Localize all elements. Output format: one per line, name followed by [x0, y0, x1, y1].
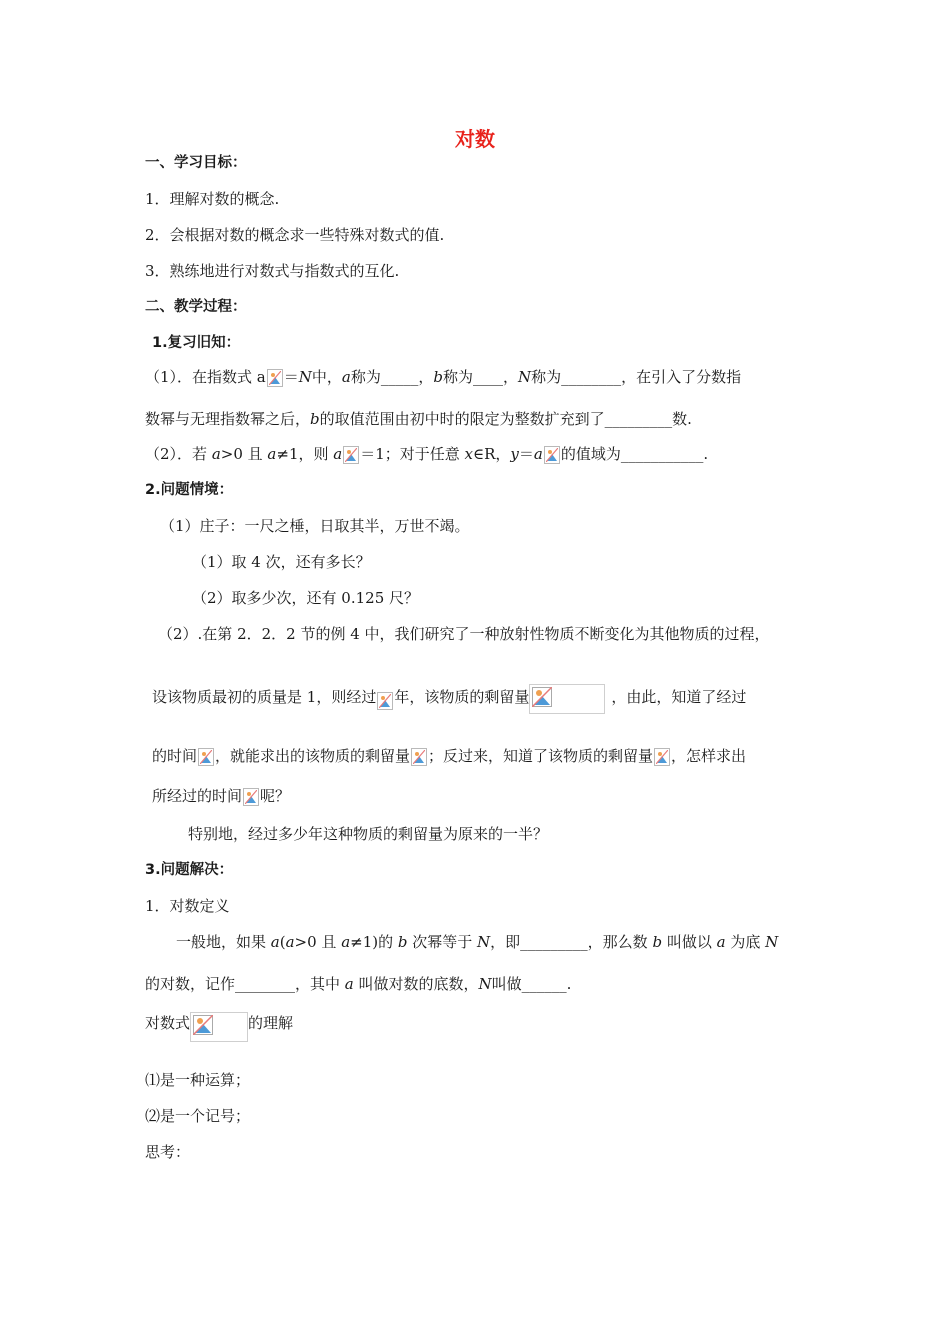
- goal-item-2: 2．会根据对数的概念求一些特殊对数式的值.: [145, 226, 445, 244]
- broken-image-icon: [654, 748, 670, 766]
- understanding-item-2: ⑵是一个记号；: [145, 1107, 251, 1125]
- definition-title: 1．对数定义: [145, 897, 230, 915]
- subheading-review: 1.复习旧知：: [152, 335, 241, 351]
- problem-q2-line-2: 设该物质最初的质量是 1，则经过 年，该物质的剩留量 ，由此，知道了经过: [152, 684, 746, 714]
- understanding-line: 对数式 的理解: [145, 1012, 293, 1042]
- page-title: 对数: [455, 127, 495, 151]
- broken-image-icon: [190, 1012, 248, 1042]
- review-paragraph-1-line-2: 数幂与无理指数幂之后，b的取值范围由初中时的限定为整数扩充到了_________数.: [145, 410, 692, 428]
- goal-item-3: 3．熟练地进行对数式与指数式的互化.: [145, 262, 400, 280]
- definition-line-1: 一般地，如果 a(a>0 且 a≠1)的 b 次幂等于 N，即_________，那么数 b 叫做以 a 为底 N: [176, 933, 779, 951]
- subheading-problem: 2.问题情境：: [145, 482, 234, 498]
- think-label: 思考：: [145, 1143, 191, 1161]
- broken-image-icon: [529, 684, 605, 714]
- section-heading-process: 二、教学过程：: [145, 299, 247, 315]
- problem-q2-line-4: 所经过的时间 呢？: [152, 787, 291, 805]
- subheading-solve: 3.问题解决：: [145, 862, 234, 878]
- broken-image-icon: [343, 446, 359, 464]
- broken-image-icon: [411, 748, 427, 766]
- problem-q2: （2）.在第 2．2．2 节的例 4 中，我们研究了一种放射性物质不断变化为其他物质的过程，: [158, 625, 770, 643]
- problem-q1b: （2）取多少次，还有 0.125 尺？: [192, 589, 420, 607]
- problem-q1a: （1）取 4 次，还有多长？: [192, 553, 371, 571]
- broken-image-icon: [544, 446, 560, 464]
- review-paragraph-2: （2）．若 a>0 且 a≠1，则 a ＝1；对于任意 x∈R，y＝a 的值域为___________.: [145, 445, 709, 463]
- review-paragraph-1-line-1: （1）．在指数式 a ＝N中，a称为_____，b称为____，N称为________，在引入了分数指: [145, 368, 742, 386]
- definition-line-2: 的对数，记作________，其中 a 叫做对数的底数，N叫做______.: [145, 975, 572, 993]
- broken-image-icon: [267, 369, 283, 387]
- broken-image-icon: [377, 692, 393, 710]
- section-heading-goals: 一、学习目标：: [145, 155, 247, 171]
- goal-item-1: 1．理解对数的概念.: [145, 190, 280, 208]
- problem-q1: （1）庄子：一尺之棰，日取其半，万世不竭。: [160, 517, 470, 535]
- problem-q2-line-5: 特别地，经过多少年这种物质的剩留量为原来的一半？: [188, 825, 549, 843]
- problem-q2-line-3: 的时间 ，就能求出的该物质的剩留量 ；反过来，知道了该物质的剩留量 ，怎样求出: [152, 747, 747, 765]
- broken-image-icon: [198, 748, 214, 766]
- understanding-item-1: ⑴是一种运算；: [145, 1071, 251, 1089]
- broken-image-icon: [243, 788, 259, 806]
